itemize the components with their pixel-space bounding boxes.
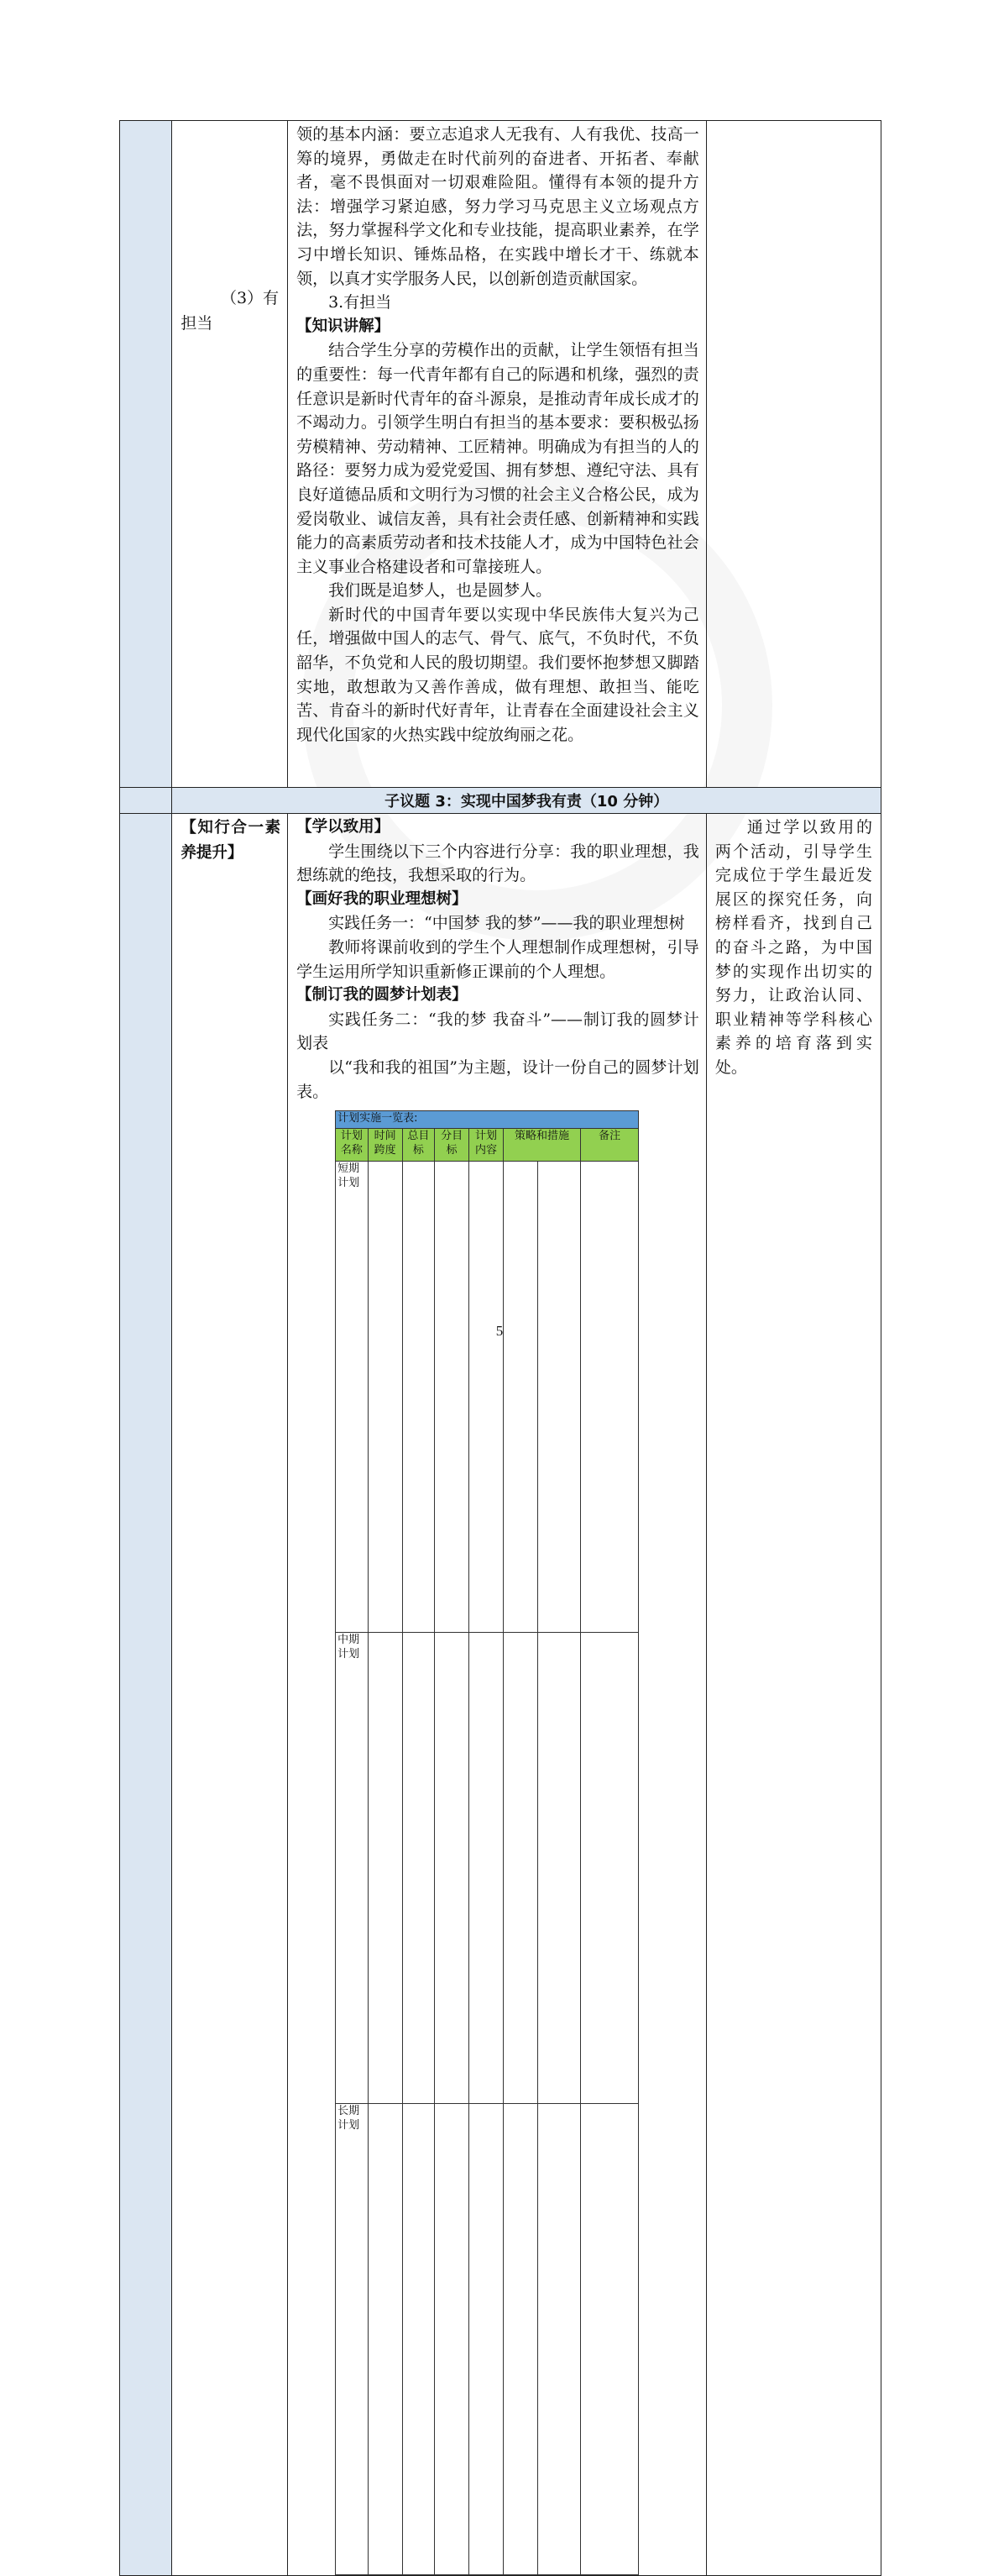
- page-number: 5: [495, 1323, 504, 1339]
- plan-row-label: 短期计划: [336, 1162, 369, 1633]
- plan-header-cell: 总目标: [402, 1129, 435, 1162]
- design-intent-text: 通过学以致用的两个活动，引导学生完成位于学生最近发展区的探究任务，向榜样看齐，找到自己的奋斗之路，为中国梦的实现作出切实的努力，让政治认同、职业精神等学科核心素养的培育落到实处。: [714, 818, 872, 1077]
- plan-empty-cell: [402, 2104, 435, 2575]
- plan-table-title: 计划实施一览表:: [336, 1111, 639, 1129]
- plan-empty-cell: [435, 1162, 469, 1633]
- section-label-cell: [172, 814, 288, 2576]
- table-row: [120, 788, 881, 814]
- plan-row-label: 中期计划: [336, 1633, 369, 2104]
- paragraph: 新时代的中国青年要以实现中华民族伟大复兴为己任，增强做中国人的志气、骨气、底气，不负时代，不负韶华，不负党和人民的殷切期望。我们要怀抱梦想又脚踏实地，敢想敢为又善作善成，做有理想、敢担当、能吃苦、肯奋斗的新时代好青年，让青春在全面建设社会主义现代化国家的火热实践中绽放绚丽之花。: [296, 605, 699, 744]
- section-label-line1: （3）有: [220, 289, 280, 307]
- plan-empty-cell: [581, 2104, 639, 2575]
- table-row: [120, 814, 881, 2576]
- subtopic-title: 子议题 3：实现中国梦我有责（10 分钟）: [172, 788, 881, 814]
- practice-task-one: 实践任务一：“中国梦 我的梦”——我的职业理想树: [328, 914, 685, 933]
- plan-empty-cell: [537, 2104, 581, 2575]
- paragraph: 教师将课前收到的学生个人理想制作成理想树，引导学生运用所学知识重新修正课前的个人理想。: [296, 937, 699, 981]
- plan-empty-cell: [469, 2104, 504, 2575]
- plan-empty-cell: [503, 2104, 537, 2575]
- plan-empty-cell: [402, 1633, 435, 2104]
- teaching-content-cell: [288, 814, 707, 2576]
- plan-empty-cell: [469, 1633, 504, 2104]
- stage-column-cell: [120, 788, 172, 814]
- plan-empty-cell: [435, 2104, 469, 2575]
- paragraph: 结合学生分享的劳模作出的贡献，让学生领悟有担当的重要性：每一代青年都有自己的际遇和机缘，强烈的责任意识是新时代青年的奋斗源泉，是推动青年成长成才的不竭动力。引领学生明白有担当的基本要求：要积极弘扬劳模精神、劳动精神、工匠精神。明确成为有担当的人的路径：要努力成为爱党爱国、拥有梦想、遵纪守法、具有良好道德品质和文明行为习惯的社会主义合格公民，成为爱岗敬业、诚信友善，具有社会责任感、创新精神和实践能力的高素质劳动者和技术技能人才，成为中国特色社会主义事业合格建设者和可靠接班人。: [296, 341, 699, 576]
- plan-empty-cell: [435, 1633, 469, 2104]
- plan-row-label: 长期计划: [336, 2104, 369, 2575]
- plan-empty-cell: [537, 1162, 581, 1633]
- plan-header-cell: 备注: [581, 1129, 639, 1162]
- design-intent-cell: [706, 121, 881, 788]
- plan-empty-cell: [368, 2104, 402, 2575]
- table-row: [120, 121, 881, 788]
- stage-column-cell: [120, 814, 172, 2576]
- career-tree-heading: 【画好我的职业理想树】: [296, 889, 468, 908]
- design-intent-cell: [706, 814, 881, 2576]
- dream-plan-heading: 【制订我的圆梦计划表】: [296, 986, 468, 1005]
- paragraph: 领的基本内涵：要立志追求人无我有、人有我优、技高一筹的境界，勇做走在时代前列的奋进者、开拓者、奉献者，毫不畏惧面对一切艰难险阻。懂得有本领的提升方法：增强学习紧迫感，努力学习马克思主义立场观点方法，努力掌握科学文化和专业技能，提高职业素养，在学习中增长知识、锤炼品格，在实践中增长才干、练就本领，以真才实学服务人民，以创新创造贡献国家。: [296, 125, 699, 288]
- plan-empty-cell: [503, 1633, 537, 2104]
- plan-header-cell: 分目标: [435, 1129, 469, 1162]
- paragraph: 以“我和我的祖国”为主题，设计一份自己的圆梦计划表。: [296, 1057, 699, 1101]
- plan-header-cell: 时间跨度: [368, 1129, 402, 1162]
- plan-empty-cell: [503, 1162, 537, 1633]
- section-label: 【知行合一素养提升】: [180, 819, 281, 862]
- plan-empty-cell: [581, 1162, 639, 1633]
- plan-header-cell: 计划名称: [336, 1129, 369, 1162]
- teaching-content-cell: [288, 121, 707, 788]
- plan-empty-cell: [402, 1162, 435, 1633]
- plan-empty-cell: [469, 1162, 504, 1633]
- paragraph-heading: 3.有担当: [328, 293, 392, 312]
- paragraph: 我们既是追梦人，也是圆梦人。: [328, 581, 552, 601]
- section-label-line2: 担当: [180, 314, 213, 333]
- plan-empty-cell: [537, 1633, 581, 2104]
- plan-header-cell: 计划内容: [469, 1129, 504, 1162]
- lesson-plan-table: [119, 120, 881, 2576]
- practice-task-two: 实践任务二：“我的梦 我奋斗”——制订我的圆梦计划表: [296, 1010, 699, 1053]
- plan-empty-cell: [368, 1633, 402, 2104]
- stage-column-cell: [120, 121, 172, 788]
- section-label-cell: [172, 121, 288, 788]
- plan-header-cell: 策略和措施: [503, 1129, 580, 1162]
- plan-empty-cell: [581, 1633, 639, 2104]
- knowledge-heading: 【知识讲解】: [296, 317, 390, 335]
- plan-empty-cell: [368, 1162, 402, 1633]
- apply-heading: 【学以致用】: [296, 818, 390, 836]
- paragraph: 学生围绕以下三个内容进行分享：我的职业理想，我想练就的绝技，我想采取的行为。: [296, 842, 699, 885]
